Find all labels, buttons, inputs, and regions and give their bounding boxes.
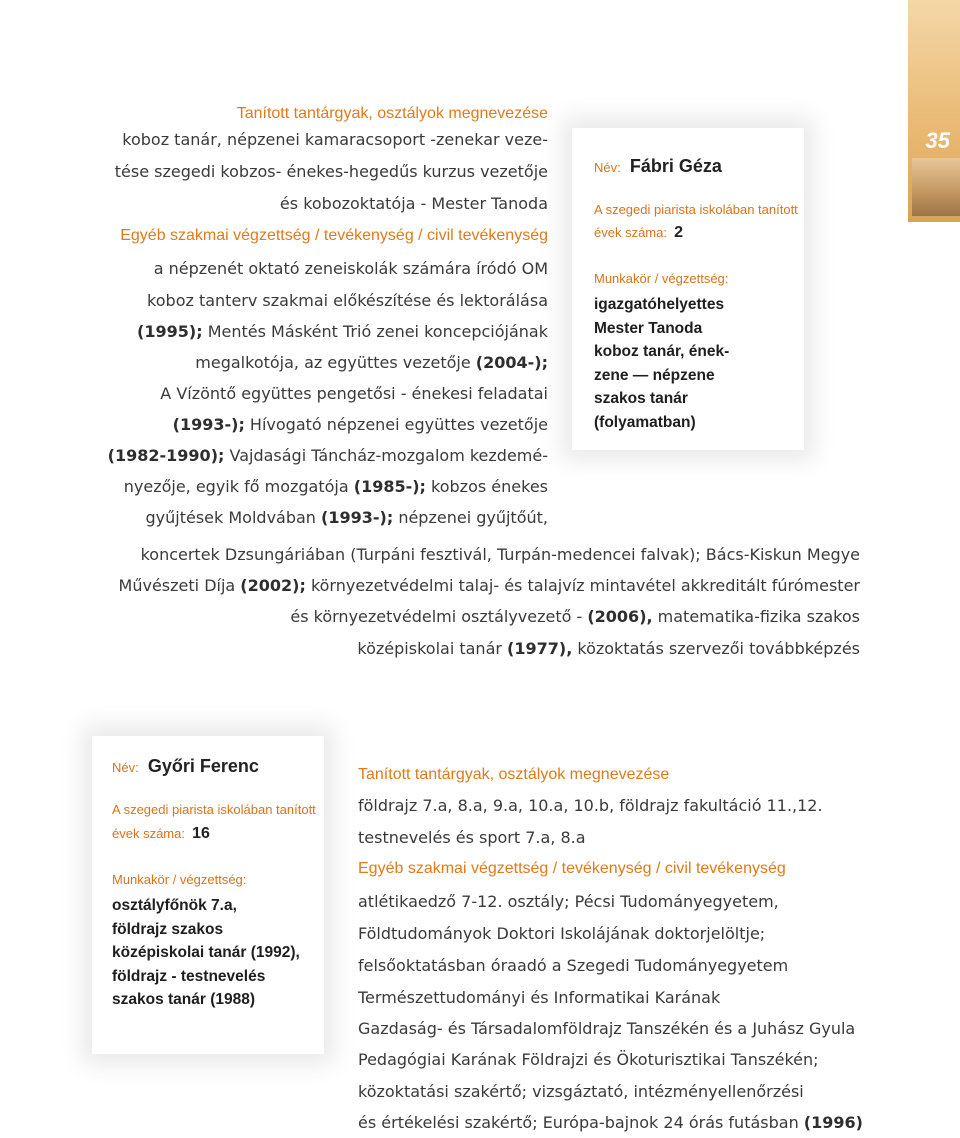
text-segment: (1996)	[803, 1113, 863, 1132]
text-segment: (2002);	[240, 576, 306, 595]
text-segment: (1995);	[137, 322, 203, 341]
text-line: és kobozoktatója - Mester Tanoda	[279, 194, 548, 213]
job-lines	[112, 894, 300, 1012]
text-line: Természettudományi és Informatikai Karának	[358, 988, 721, 1007]
person-name: Győri Ferenc	[147, 756, 259, 776]
section-heading: Tanított tantárgyak, osztályok megnevezése	[358, 766, 670, 783]
text-line: közoktatási szakértő; vizsgáztató, intézményellenőrzési	[358, 1082, 804, 1101]
text-segment: megalkotója, az együttes vezetője	[195, 353, 476, 372]
name-label: Név:	[112, 760, 139, 775]
profile-card-fabri	[572, 128, 804, 450]
text-segment: és értékelési szakértő; Európa-bajnok 24 órás futásban	[358, 1113, 804, 1132]
text-line	[357, 633, 860, 664]
text-line	[195, 347, 548, 378]
person-name: Fábri Géza	[629, 156, 722, 176]
name-label: Név:	[594, 160, 621, 175]
text-line: földrajz 7.a, 8.a, 9.a, 10.a, 10.b, földrajz fakultáció 11.,12.	[358, 796, 823, 815]
text-segment: Mentés Másként Trió zenei koncepciójának	[202, 322, 548, 341]
job-line: földrajz szakos	[112, 920, 224, 938]
job-line: (folyamatban)	[594, 413, 696, 431]
tab-photo	[912, 158, 960, 216]
text-segment: Vajdasági Táncház-mozgalom kezdemé-	[224, 446, 548, 465]
job-line: osztályfőnök 7.a,	[112, 897, 237, 914]
text-segment: népzenei gyűjtőút,	[393, 508, 548, 527]
years-label-2: évek száma:	[594, 225, 667, 240]
text-line: testnevelés és sport 7.a, 8.a	[358, 828, 586, 847]
text-line	[108, 440, 548, 471]
text-segment: (2004-);	[475, 353, 548, 372]
text-segment: környezetvédelmi talaj- és talajvíz mintavétel akkreditált fúrómester	[305, 576, 860, 595]
years-value: 16	[192, 825, 210, 842]
page-tab	[908, 0, 960, 222]
section-heading: Egyéb szakmai végzettség / tevékenység / civil tevékenység	[120, 227, 548, 244]
text-segment: gyűjtések Moldvában	[145, 508, 322, 527]
job-label: Munkakör / végzettség:	[112, 872, 247, 887]
text-line	[358, 1113, 863, 1132]
job-line: zene — népzene	[594, 366, 715, 384]
text-line: a népzenét oktató zeneiskolák számára íródó OM	[153, 259, 548, 278]
text-segment: (1985-);	[353, 477, 426, 496]
text-line: felsőoktatásban óraadó a Szegedi Tudományegyetem	[358, 956, 789, 975]
job-line: földrajz - testnevelés	[112, 967, 266, 985]
years-label-2: évek száma:	[112, 826, 185, 841]
job-line: Mester Tanoda	[594, 319, 703, 337]
text-line	[137, 316, 548, 347]
job-line: igazgatóhelyettes	[594, 296, 725, 313]
text-line: atlétikaedző 7-12. osztály; Pécsi Tudományegyetem,	[358, 892, 779, 911]
job-line: koboz tanár, ének-	[594, 343, 730, 360]
section-heading: Egyéb szakmai végzettség / tevékenység / civil tevékenység	[358, 860, 786, 877]
text-segment: nyezője, egyik fő mozgatója	[123, 477, 354, 496]
text-segment: (1982-1990);	[107, 446, 225, 465]
text-line: Gazdaság- és Társadalomföldrajz Tanszékén és a Juhász Gyula	[358, 1019, 856, 1038]
years-label-1: A szegedi piarista iskolában tanított	[594, 202, 798, 217]
page-number: 35	[925, 128, 950, 153]
text-segment: (2006),	[587, 607, 653, 626]
text-segment: Hívogató népzenei együttes vezetője	[244, 415, 548, 434]
text-line: koncertek Dzsungáriában (Turpáni fesztivál, Turpán-medencei falvak); Bács-Kiskun Megye	[140, 545, 860, 564]
text-segment: (1993-);	[321, 508, 394, 527]
text-line: Pedagógiai Karának Földrajzi és Ökoturisztikai Tanszékén;	[358, 1050, 819, 1069]
text-line	[119, 570, 860, 601]
text-segment: kobzos énekes	[425, 477, 548, 496]
text-line	[173, 409, 548, 440]
text-segment: (1993-);	[172, 415, 245, 434]
profile-card-gyori	[92, 736, 324, 1054]
text-line: koboz tanár, népzenei kamaracsoport -zenekar veze-	[122, 130, 548, 149]
section-heading: Tanított tantárgyak, osztályok megnevezése	[236, 105, 548, 122]
text-segment: Művészeti Díja	[118, 576, 241, 595]
text-line	[124, 471, 548, 502]
job-line: szakos tanár (1988)	[112, 991, 256, 1008]
text-line: A Vízöntő együttes pengetősi - énekesi feladatai	[160, 384, 548, 403]
text-segment: és környezetvédelmi osztályvezető -	[290, 607, 588, 626]
text-line: tése szegedi kobzos- énekes-hegedűs kurzus vezetője	[114, 162, 548, 181]
text-line: Földtudományok Doktori Iskolájának doktorjelöltje;	[358, 924, 766, 943]
years-label-1: A szegedi piarista iskolában tanított	[112, 802, 316, 817]
text-line: koboz tanterv szakmai előkészítése és lektorálása	[147, 291, 548, 310]
job-line: szakos tanár	[594, 390, 688, 407]
job-lines	[594, 293, 729, 434]
job-label: Munkakör / végzettség:	[594, 271, 729, 286]
text-line	[290, 601, 860, 632]
years-value: 2	[674, 224, 683, 241]
text-segment: közoktatás szervezői továbbképzés	[572, 639, 860, 658]
text-segment: (1977),	[507, 639, 573, 658]
text-segment: középiskolai tanár	[357, 639, 508, 658]
text-segment: matematika-fizika szakos	[652, 607, 860, 626]
job-line: középiskolai tanár (1992),	[112, 944, 300, 961]
text-line	[146, 502, 548, 533]
